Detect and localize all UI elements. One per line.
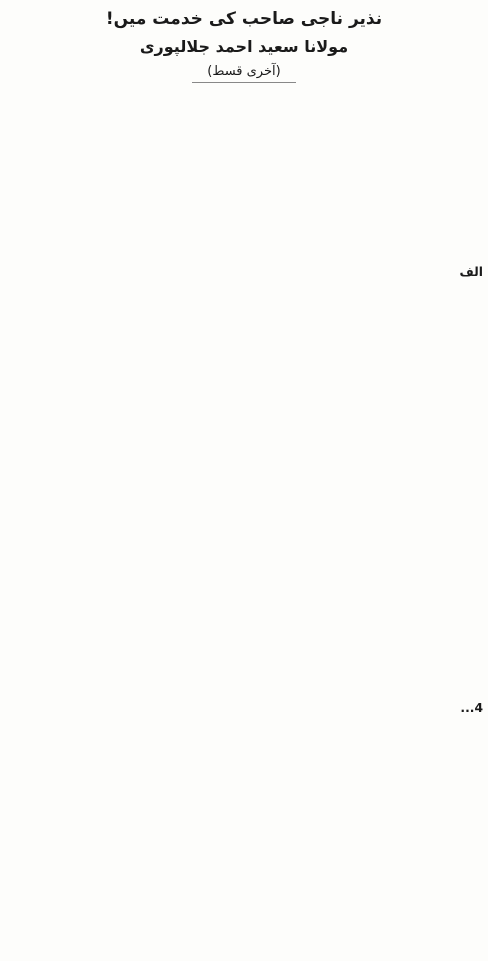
paragraph-3 xyxy=(5,454,483,544)
paragraph-marker: الف xyxy=(459,265,483,279)
paragraph-marker: 4... xyxy=(460,701,483,715)
paragraph-7 xyxy=(5,876,483,958)
paragraph-5 xyxy=(5,590,483,696)
article-title: نذیر ناجی صاحب کی خدمت میں! xyxy=(105,9,383,29)
paragraph-6 xyxy=(5,700,483,872)
part-label: (آخری قسط) xyxy=(207,64,281,79)
header-divider xyxy=(192,82,296,83)
paragraph-4 xyxy=(5,548,483,586)
article-body xyxy=(5,86,483,958)
paragraph-2 xyxy=(5,264,483,450)
article-header xyxy=(0,6,488,82)
article-author: مولانا سعید احمد جلالپوری xyxy=(139,37,349,56)
paragraph-1 xyxy=(5,86,483,260)
